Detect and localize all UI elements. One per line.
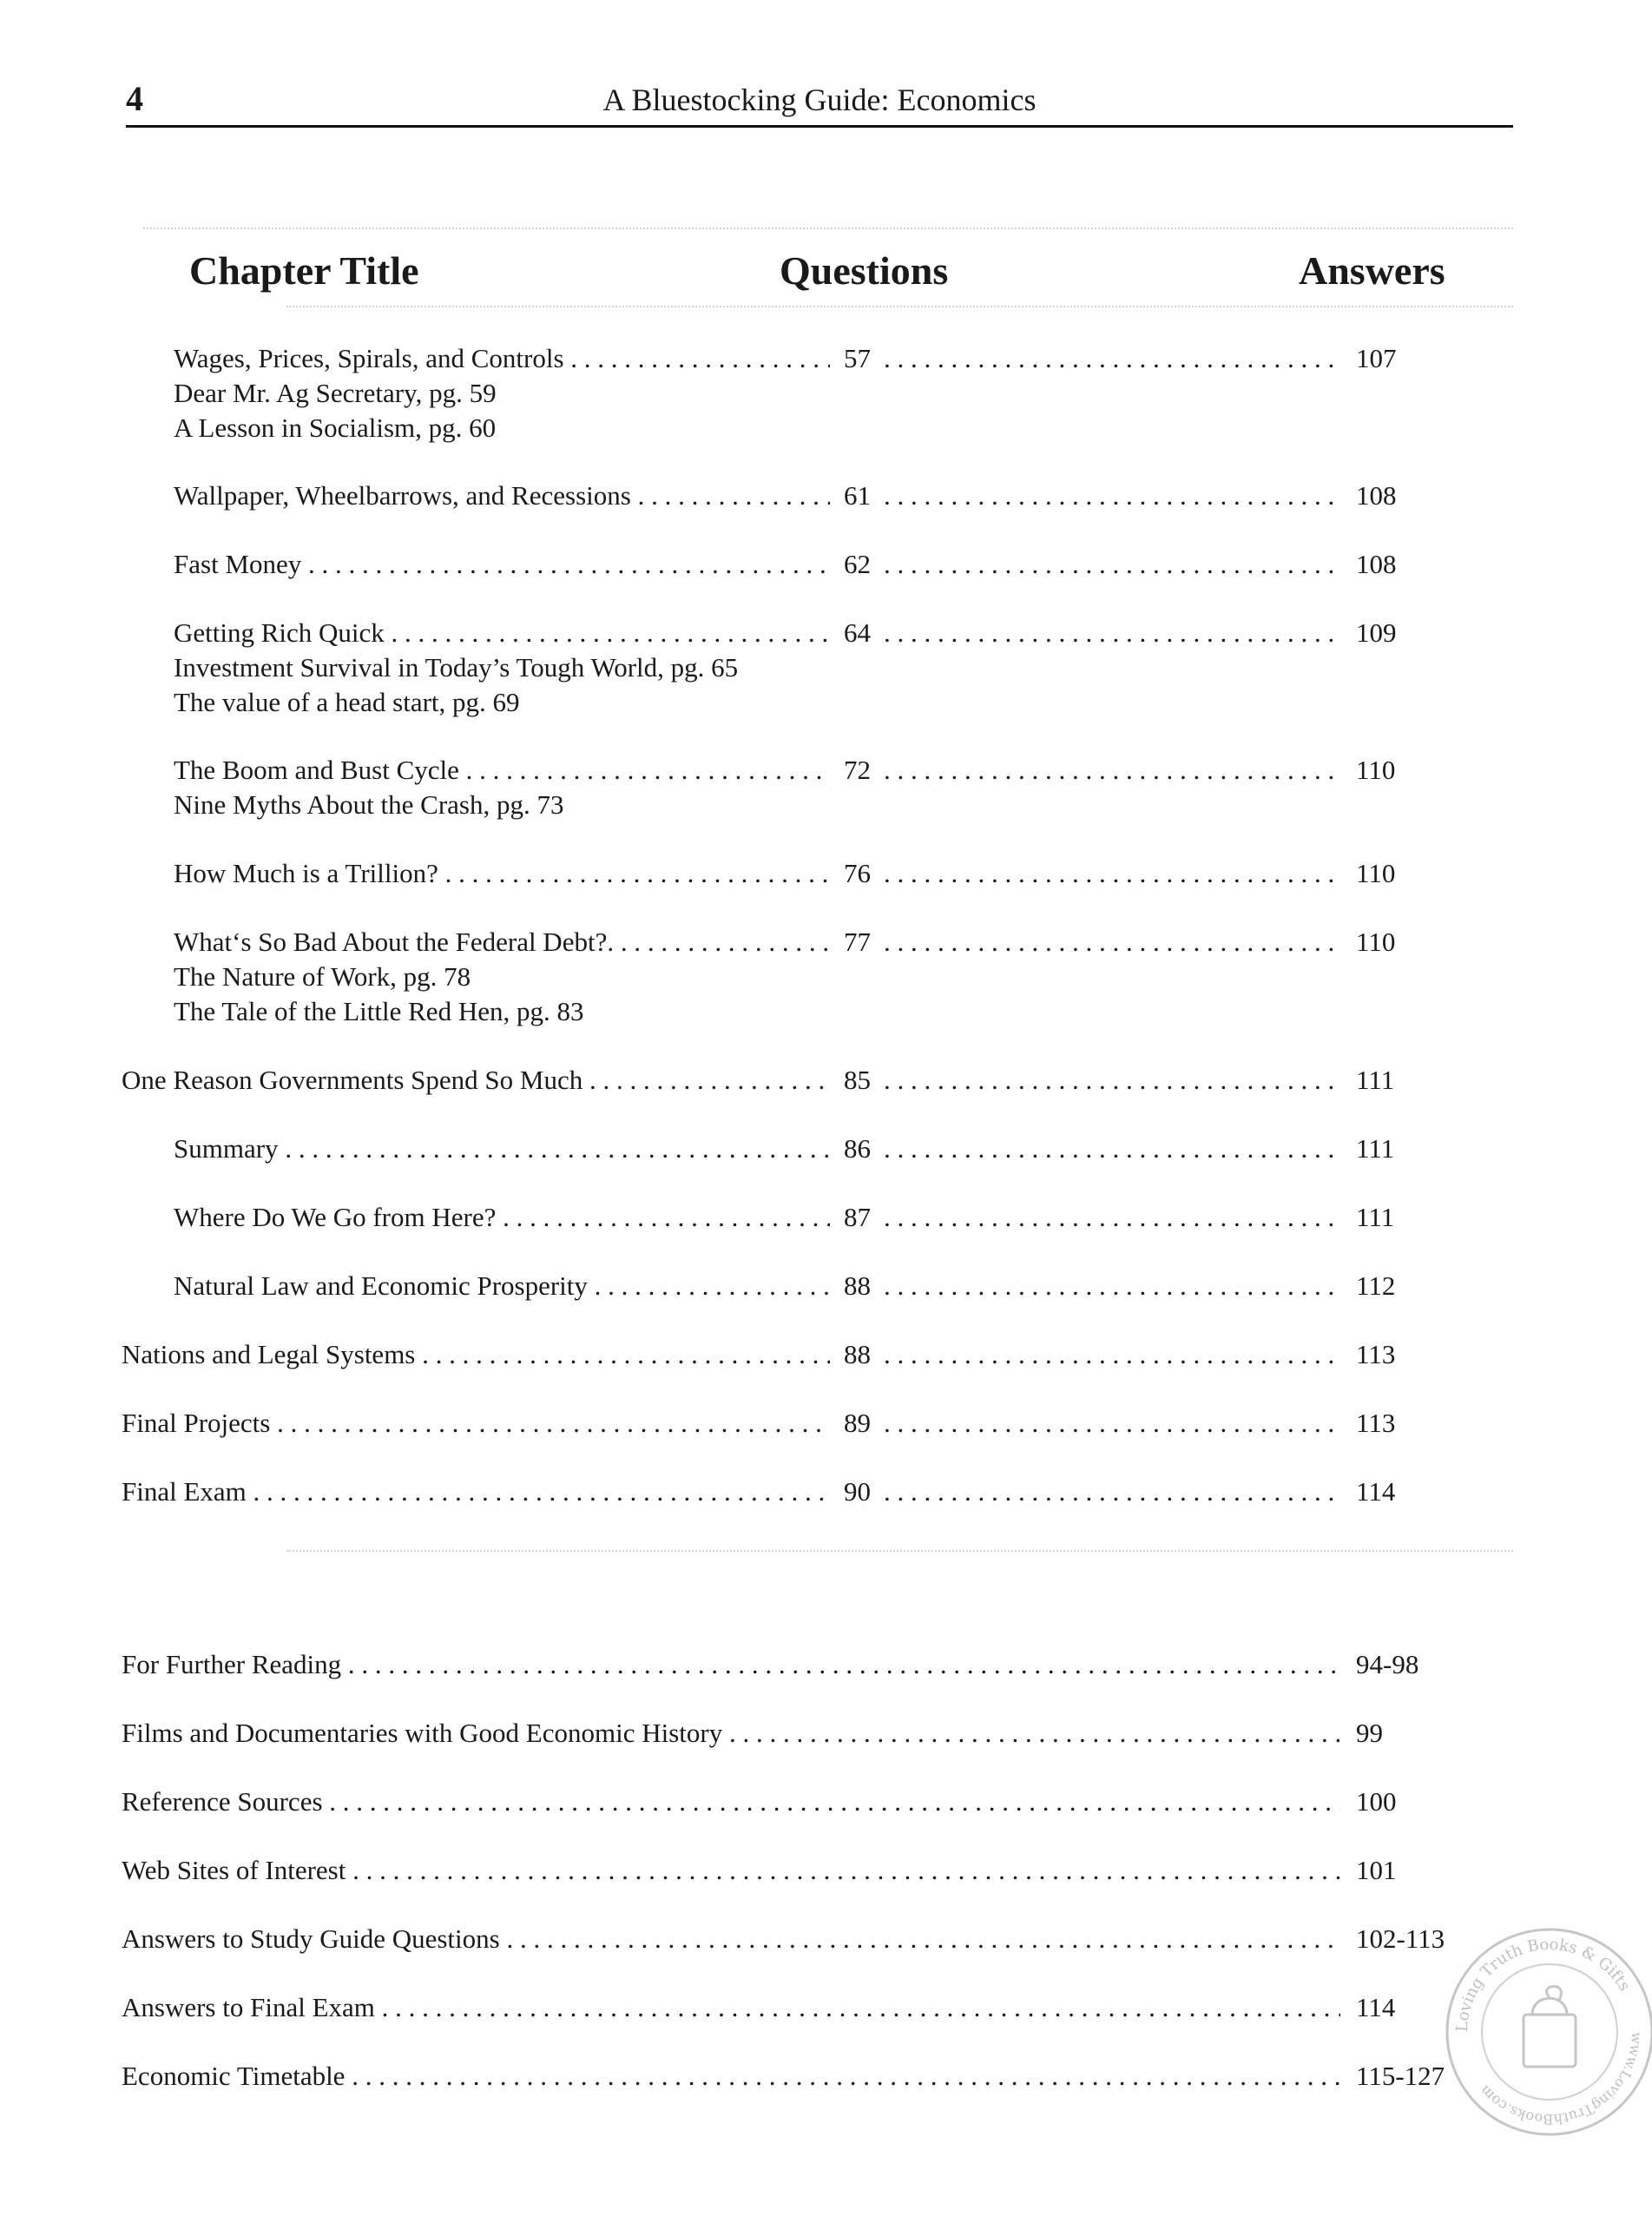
appendix-pages: 115-127 bbox=[1356, 2061, 1445, 2091]
chapter-title: One Reason Governments Spend So Much . . . bbox=[122, 1063, 830, 1098]
page-number: 4 bbox=[126, 79, 143, 118]
answers-page: 111 bbox=[1356, 1065, 1395, 1095]
answers-page: 112 bbox=[1356, 1270, 1396, 1301]
questions-page: 62 bbox=[844, 549, 871, 579]
appendix-title: Web Sites of Interest . . . bbox=[122, 1853, 1340, 1888]
questions-page: 86 bbox=[844, 1133, 871, 1164]
appendix-pages: 100 bbox=[1356, 1786, 1397, 1817]
leader-dots bbox=[884, 1063, 1340, 1098]
leader-dots bbox=[884, 1131, 1340, 1166]
chapter-title: The Boom and Bust Cycle . . . bbox=[174, 753, 830, 788]
sub-entry: Nine Myths About the Crash, pg. 73 bbox=[174, 789, 564, 820]
answers-page: 111 bbox=[1356, 1133, 1395, 1164]
svg-text:Loving Truth Books & Gifts bbox=[1453, 1936, 1634, 2033]
appendix-pages: 102-113 bbox=[1356, 1923, 1445, 1954]
top-divider bbox=[143, 228, 1513, 229]
appendix-title: Reference Sources . . . bbox=[122, 1784, 1340, 1819]
questions-page: 76 bbox=[844, 858, 871, 888]
appendix-pages: 101 bbox=[1356, 1855, 1397, 1885]
sub-entry: The Nature of Work, pg. 78 bbox=[174, 961, 471, 992]
sub-entry: The value of a head start, pg. 69 bbox=[174, 687, 520, 717]
questions-page: 61 bbox=[844, 480, 871, 511]
chapter-title: Where Do We Go from Here? . . . bbox=[174, 1200, 830, 1235]
appendix-pages: 114 bbox=[1356, 1992, 1396, 2022]
column-head-divider bbox=[286, 306, 1513, 307]
answers-page: 114 bbox=[1356, 1476, 1396, 1507]
chapter-title: Getting Rich Quick . . . bbox=[174, 616, 830, 650]
page-header bbox=[126, 75, 1513, 128]
chapter-title: Wages, Prices, Spirals, and Controls . . . bbox=[174, 341, 830, 376]
appendix-title: Films and Documentaries with Good Economic History . . . bbox=[122, 1716, 1340, 1751]
running-title: A Bluestocking Guide: Economics bbox=[602, 82, 1037, 117]
answers-page: 108 bbox=[1356, 480, 1397, 511]
appendix-pages: 99 bbox=[1356, 1718, 1383, 1748]
leader-dots bbox=[884, 856, 1340, 891]
questions-page: 85 bbox=[844, 1065, 871, 1095]
leader-dots bbox=[884, 1474, 1340, 1509]
leader-dots bbox=[884, 547, 1340, 582]
answers-page: 109 bbox=[1356, 617, 1397, 648]
leader-dots bbox=[884, 1269, 1340, 1303]
sub-entry: Dear Mr. Ag Secretary, pg. 59 bbox=[174, 378, 497, 408]
leader-dots bbox=[884, 1406, 1340, 1441]
leader-dots bbox=[884, 616, 1340, 650]
answers-page: 110 bbox=[1356, 927, 1396, 957]
answers-page: 107 bbox=[1356, 343, 1397, 373]
questions-page: 88 bbox=[844, 1339, 871, 1369]
chapter-title: Natural Law and Economic Prosperity . . . bbox=[174, 1269, 830, 1303]
questions-page: 77 bbox=[844, 927, 871, 957]
answers-page: 113 bbox=[1356, 1408, 1396, 1438]
chapter-title: Fast Money . . . bbox=[174, 547, 830, 582]
sub-entry: The Tale of the Little Red Hen, pg. 83 bbox=[174, 996, 584, 1026]
chapter-title: Nations and Legal Systems . . . bbox=[122, 1337, 830, 1372]
leader-dots bbox=[884, 925, 1340, 960]
chapter-title: Summary . . . bbox=[174, 1131, 830, 1166]
gift-bag-icon bbox=[1524, 1987, 1576, 2068]
questions-page: 90 bbox=[844, 1476, 871, 1507]
leader-dots bbox=[884, 753, 1340, 788]
stamp-text-bottom: www.LovingTruthBooks.com bbox=[1476, 2031, 1646, 2128]
leader-dots bbox=[884, 1200, 1340, 1235]
answers-page: 110 bbox=[1356, 755, 1396, 785]
appendix-title: Economic Timetable . . . bbox=[122, 2059, 1340, 2094]
questions-page: 57 bbox=[844, 343, 871, 373]
questions-page: 89 bbox=[844, 1408, 871, 1438]
chapter-title: How Much is a Trillion? . . . bbox=[174, 856, 830, 891]
leader-dots bbox=[884, 1337, 1340, 1372]
stamp-text-top: Loving Truth Books & Gifts bbox=[1452, 1935, 1634, 2033]
chapter-title: Wallpaper, Wheelbarrows, and Recessions . . . bbox=[174, 478, 830, 513]
sub-entry: Investment Survival in Today’s Tough World, pg. 65 bbox=[174, 652, 739, 683]
column-header-chapter: Chapter Title bbox=[189, 248, 419, 293]
leader-dots bbox=[884, 478, 1340, 513]
column-header-answers: Answers bbox=[1299, 248, 1445, 293]
answers-page: 111 bbox=[1356, 1202, 1395, 1232]
watermark-stamp bbox=[1441, 1923, 1652, 2141]
questions-page: 87 bbox=[844, 1202, 871, 1232]
appendix-title: Answers to Final Exam . . . bbox=[122, 1990, 1340, 2025]
column-header-questions: Questions bbox=[780, 248, 949, 293]
appendix-pages: 94-98 bbox=[1356, 1649, 1419, 1679]
answers-page: 113 bbox=[1356, 1339, 1396, 1369]
leader-dots bbox=[884, 341, 1340, 376]
chapter-title: Final Projects . . . bbox=[122, 1406, 830, 1441]
answers-page: 110 bbox=[1356, 858, 1396, 888]
bottom-divider bbox=[286, 1550, 1513, 1552]
sub-entry: A Lesson in Socialism, pg. 60 bbox=[174, 412, 497, 443]
answers-page: 108 bbox=[1356, 549, 1397, 579]
questions-page: 72 bbox=[844, 755, 871, 785]
appendix-title: For Further Reading . . . bbox=[122, 1647, 1340, 1682]
questions-page: 88 bbox=[844, 1270, 871, 1301]
chapter-title: Final Exam . . . bbox=[122, 1474, 830, 1509]
questions-page: 64 bbox=[844, 617, 871, 648]
appendix-title: Answers to Study Guide Questions . . . bbox=[122, 1922, 1340, 1956]
chapter-title: What‘s So Bad About the Federal Debt?. . . . bbox=[174, 925, 830, 960]
